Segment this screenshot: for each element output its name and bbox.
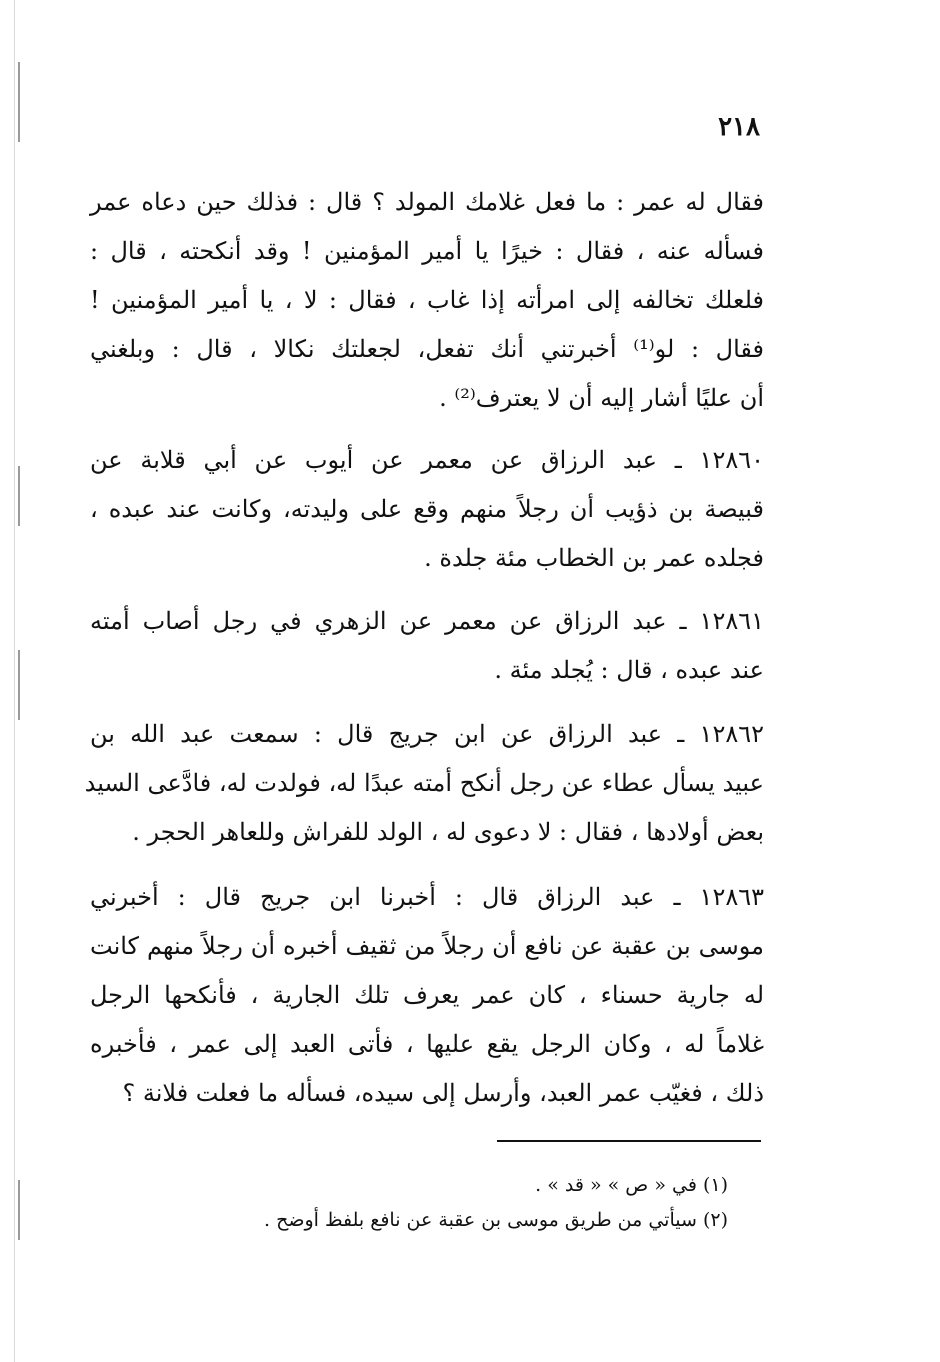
- text-line: ١٢٨٦٠ ـ عبد الرزاق عن معمر عن أيوب عن أبي قلابة عن: [90, 446, 764, 474]
- footnote-2: (٢) سيأتي من طريق موسى بن عقبة عن نافع بلفظ أوضح .: [264, 1209, 728, 1231]
- text-line: فقال له عمر : ما فعل غلامك المولد ؟ قال : فذلك حين دعاه عمر: [90, 188, 764, 216]
- paragraph-hadith-12861: [90, 597, 764, 695]
- text-line: عند عبده ، قال : يُجلد مئة .: [494, 656, 764, 684]
- text-line: ١٢٨٦٣ ـ عبد الرزاق قال : أخبرنا ابن جريج قال : أخبرني: [90, 883, 764, 911]
- paragraph-hadith-12862: [84, 710, 764, 857]
- text-line: فجلده عمر بن الخطاب مئة جلدة .: [424, 544, 764, 572]
- text-line: فسأله عنه ، فقال : خيرًا يا أمير المؤمنين ! وقد أنكحته ، قال :: [90, 237, 764, 265]
- text-line: له جارية حسناء ، كان عمر يعرف تلك الجارية ، فأنكحها الرجل: [90, 981, 764, 1009]
- text-line: أن عليًا أشار إليه أن لا يعترف⁽²⁾ .: [439, 384, 764, 412]
- scan-edge-line: [14, 0, 15, 1362]
- page-number: ٢١٨: [718, 112, 760, 142]
- scan-edge-mark: [18, 650, 20, 720]
- footnotes: [200, 1168, 728, 1238]
- text-line: غلاماً له ، وكان الرجل يقع عليها ، فأتى العبد إلى عمر ، فأخبره: [90, 1030, 765, 1058]
- footnote-1: (١) في « ص » « قد » .: [535, 1174, 728, 1196]
- text-line: ذلك ، فغيّب عمر العبد، وأرسل إلى سيده، فسأله ما فعلت فلانة ؟: [122, 1079, 764, 1107]
- paragraph-1: [90, 178, 764, 423]
- text-line: ١٢٨٦٢ ـ عبد الرزاق عن ابن جريج قال : سمعت عبد الله بن: [90, 720, 764, 748]
- text-line: قبيصة بن ذؤيب أن رجلاً منهم وقع على وليدته، وكانت عند عبده ،: [90, 495, 764, 523]
- scan-edge-mark: [18, 466, 20, 526]
- scan-edge-mark: [18, 62, 20, 142]
- paragraph-hadith-12860: [90, 436, 764, 583]
- text-line: ١٢٨٦١ ـ عبد الرزاق عن معمر عن الزهري في رجل أصاب أمته: [90, 607, 764, 635]
- text-line: عبيد يسأل عطاء عن رجل أنكح أمته عبدًا له، فولدت له، فادَّعى السيد: [84, 769, 764, 797]
- text-line: موسى بن عقبة عن نافع أن رجلاً من ثقيف أخبره أن رجلاً منهم كانت: [90, 932, 764, 960]
- footnote-separator: [497, 1140, 761, 1142]
- paragraph-hadith-12863: [90, 873, 764, 1118]
- text-line: بعض أولادها ، فقال : لا دعوى له ، الولد للفراش وللعاهر الحجر .: [132, 818, 764, 846]
- text-line: فقال : لو⁽¹⁾ أخبرتني أنك تفعل، لجعلتك نكالا ، قال : وبلغني: [90, 335, 765, 363]
- text-line: فلعلك تخالفه إلى امرأته إذا غاب ، فقال : لا ، يا أمير المؤمنين !: [90, 286, 764, 314]
- scan-edge-mark: [18, 1180, 20, 1240]
